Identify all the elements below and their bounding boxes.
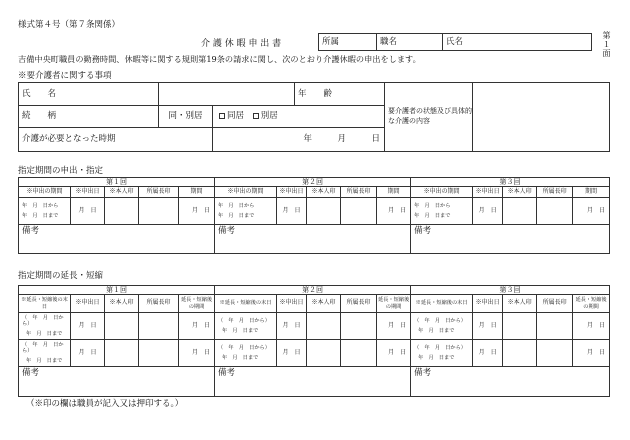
care-state-field[interactable] xyxy=(473,83,610,152)
designation-round-1: 第１回 xyxy=(19,178,215,187)
period-from: （ 年 月 日から） xyxy=(414,317,466,324)
period-to: 年 月 日まで xyxy=(222,328,259,334)
col-manager-seal: 所属長印 xyxy=(139,295,179,313)
col-self-seal: ※本人印 xyxy=(503,187,537,198)
end-date-cell[interactable] xyxy=(19,340,71,367)
col-new-term: 延長・短縮後の期間 xyxy=(573,295,610,313)
end-date-cell[interactable] xyxy=(411,340,473,367)
period-cell[interactable] xyxy=(411,198,473,225)
manager-seal-cell[interactable] xyxy=(341,198,377,225)
recipient-name-field[interactable] xyxy=(159,83,295,106)
col-end-date: ※延長・短縮後の末日 xyxy=(19,295,71,313)
designation-heading: 指定期間の申出・指定 xyxy=(18,166,104,176)
period-to: 年 月 日まで xyxy=(218,213,255,219)
care-section-heading: ※要介護者に関する事項 xyxy=(18,71,112,81)
period-from: 年 月 日から xyxy=(218,202,255,209)
position-field[interactable]: 職名 xyxy=(377,34,443,51)
date-cell[interactable]: 月 日 xyxy=(71,340,105,367)
period-cell[interactable] xyxy=(19,198,71,225)
col-term: 期間 xyxy=(377,187,411,198)
col-period: ※申出の期間 xyxy=(411,187,473,198)
separate-checkbox[interactable] xyxy=(253,113,259,119)
self-seal-cell[interactable] xyxy=(105,198,139,225)
col-self-seal: ※本人印 xyxy=(105,187,139,198)
period-from: （ 年 月 日から） xyxy=(218,317,270,324)
remarks-cell[interactable]: 備考 xyxy=(215,225,411,254)
extension-round-3: 第３回 xyxy=(411,286,610,295)
date-cell[interactable]: 月 日 xyxy=(473,198,503,225)
term-cell[interactable]: 月 日 xyxy=(573,340,610,367)
period-from: （ 年 月 日から） xyxy=(22,314,64,327)
term-cell[interactable]: 月 日 xyxy=(377,313,411,340)
manager-seal-cell[interactable] xyxy=(537,198,573,225)
col-manager-seal: 所属長印 xyxy=(341,187,377,198)
term-cell[interactable]: 月 日 xyxy=(573,198,610,225)
date-cell[interactable]: 月 日 xyxy=(473,340,503,367)
manager-seal-cell[interactable] xyxy=(139,340,179,367)
self-seal-cell[interactable] xyxy=(105,313,139,340)
self-seal-cell[interactable] xyxy=(307,340,341,367)
designation-round-3: 第３回 xyxy=(411,178,610,187)
col-manager-seal: 所属長印 xyxy=(139,187,179,198)
name-field[interactable]: 氏名 xyxy=(443,34,592,51)
remarks-cell[interactable]: 備考 xyxy=(411,367,610,397)
date-cell[interactable]: 月 日 xyxy=(473,313,503,340)
cohabit-option: 同居 xyxy=(227,111,245,122)
term-cell[interactable]: 月 日 xyxy=(377,198,411,225)
col-date: ※申出日 xyxy=(71,295,105,313)
self-seal-cell[interactable] xyxy=(307,198,341,225)
form-id: 様式第４号（第７条関係） xyxy=(18,20,121,30)
care-needed-label: 介護が必要となった時期 xyxy=(19,128,213,152)
col-date: ※申出日 xyxy=(473,187,503,198)
self-seal-cell[interactable] xyxy=(307,313,341,340)
self-seal-cell[interactable] xyxy=(503,198,537,225)
name-label: 氏 名 xyxy=(19,83,159,106)
col-self-seal: ※本人印 xyxy=(105,295,139,313)
period-to: 年 月 日まで xyxy=(26,331,63,338)
manager-seal-cell[interactable] xyxy=(537,313,573,340)
extension-table xyxy=(18,285,610,397)
relation-label: 続 柄 xyxy=(19,106,159,128)
affiliation-field[interactable]: 所属 xyxy=(319,34,377,51)
col-self-seal: ※本人印 xyxy=(307,295,341,313)
designation-round-2: 第２回 xyxy=(215,178,411,187)
col-date: ※申出日 xyxy=(71,187,105,198)
period-to: 年 月 日まで xyxy=(22,213,59,219)
manager-seal-cell[interactable] xyxy=(341,313,377,340)
end-date-cell[interactable] xyxy=(19,313,71,340)
period-from: （ 年 月 日から） xyxy=(218,344,270,351)
care-needed-date[interactable]: 年 月 日 xyxy=(213,128,385,152)
col-end-date: ※延長・短縮後の末日 xyxy=(411,295,473,313)
remarks-cell[interactable]: 備考 xyxy=(19,225,215,254)
cohabit-checkbox[interactable] xyxy=(219,113,225,119)
end-date-cell[interactable] xyxy=(215,313,277,340)
period-from: （ 年 月 日から） xyxy=(22,341,64,354)
page-mark: 第１面 xyxy=(602,31,611,58)
col-term: 期間 xyxy=(179,187,215,198)
end-date-cell[interactable] xyxy=(411,313,473,340)
page-title: 介 護 休 暇 申 出 書 xyxy=(201,39,282,49)
col-date: ※申出日 xyxy=(277,295,307,313)
col-self-seal: ※本人印 xyxy=(503,295,537,313)
period-to: 年 月 日まで xyxy=(418,355,455,361)
col-manager-seal: 所属長印 xyxy=(537,187,573,198)
col-period: ※申出の期間 xyxy=(215,187,277,198)
date-cell[interactable]: 月 日 xyxy=(277,198,307,225)
date-cell[interactable]: 月 日 xyxy=(71,313,105,340)
intro-text: 吉備中央町職員の勤務時間、休暇等に関する規則第19条の請求に関し、次のとおり介護休暇の申出をします。 xyxy=(18,54,421,64)
separate-option: 別居 xyxy=(260,111,278,122)
age-label: 年 齢 xyxy=(295,83,385,106)
term-cell[interactable]: 月 日 xyxy=(377,340,411,367)
extension-round-2: 第２回 xyxy=(215,286,411,295)
manager-seal-cell[interactable] xyxy=(139,313,179,340)
footnote: （※印の欄は職員が記入又は押印する。） xyxy=(26,399,184,409)
date-cell[interactable]: 月 日 xyxy=(277,340,307,367)
col-date: ※申出日 xyxy=(277,187,307,198)
care-recipient-table xyxy=(18,82,610,152)
col-manager-seal: 所属長印 xyxy=(341,295,377,313)
period-to: 年 月 日まで xyxy=(414,213,451,219)
manager-seal-cell[interactable] xyxy=(537,340,573,367)
period-from: （ 年 月 日から） xyxy=(414,344,466,351)
period-to: 年 月 日まで xyxy=(222,355,259,361)
col-new-term: 延長・短縮後の期間 xyxy=(377,295,411,313)
date-cell[interactable]: 月 日 xyxy=(71,198,105,225)
self-seal-cell[interactable] xyxy=(503,340,537,367)
care-state-label: 要介護者の状態及び具体的な介護の内容 xyxy=(385,83,473,152)
manager-seal-cell[interactable] xyxy=(341,340,377,367)
date-cell[interactable]: 月 日 xyxy=(277,313,307,340)
manager-seal-cell[interactable] xyxy=(139,198,179,225)
col-date: ※申出日 xyxy=(473,295,503,313)
term-cell[interactable]: 月 日 xyxy=(179,340,215,367)
col-period: ※申出の期間 xyxy=(19,187,71,198)
self-seal-cell[interactable] xyxy=(503,313,537,340)
term-cell[interactable]: 月 日 xyxy=(179,198,215,225)
extension-heading: 指定期間の延長・短縮 xyxy=(18,271,104,281)
col-term: 期間 xyxy=(573,187,610,198)
designation-table xyxy=(18,177,610,254)
col-manager-seal: 所属長印 xyxy=(537,295,573,313)
term-cell[interactable]: 月 日 xyxy=(573,313,610,340)
term-cell[interactable]: 月 日 xyxy=(179,313,215,340)
remarks-cell[interactable]: 備考 xyxy=(411,225,610,254)
applicant-header-table xyxy=(318,33,592,51)
remarks-cell[interactable]: 備考 xyxy=(215,367,411,397)
col-self-seal: ※本人印 xyxy=(307,187,341,198)
period-cell[interactable] xyxy=(215,198,277,225)
cohabitation-options xyxy=(213,106,385,128)
period-to: 年 月 日まで xyxy=(418,328,455,334)
self-seal-cell[interactable] xyxy=(105,340,139,367)
period-from: 年 月 日から xyxy=(414,202,451,209)
extension-round-1: 第１回 xyxy=(19,286,215,295)
period-to: 年 月 日まで xyxy=(26,358,63,365)
end-date-cell[interactable] xyxy=(215,340,277,367)
col-new-term: 延長・短縮後の期間 xyxy=(179,295,215,313)
col-end-date: ※延長・短縮後の末日 xyxy=(215,295,277,313)
cohabitation-label: 同・別居 xyxy=(159,106,213,128)
remarks-cell[interactable]: 備考 xyxy=(19,367,215,397)
period-from: 年 月 日から xyxy=(22,202,59,209)
